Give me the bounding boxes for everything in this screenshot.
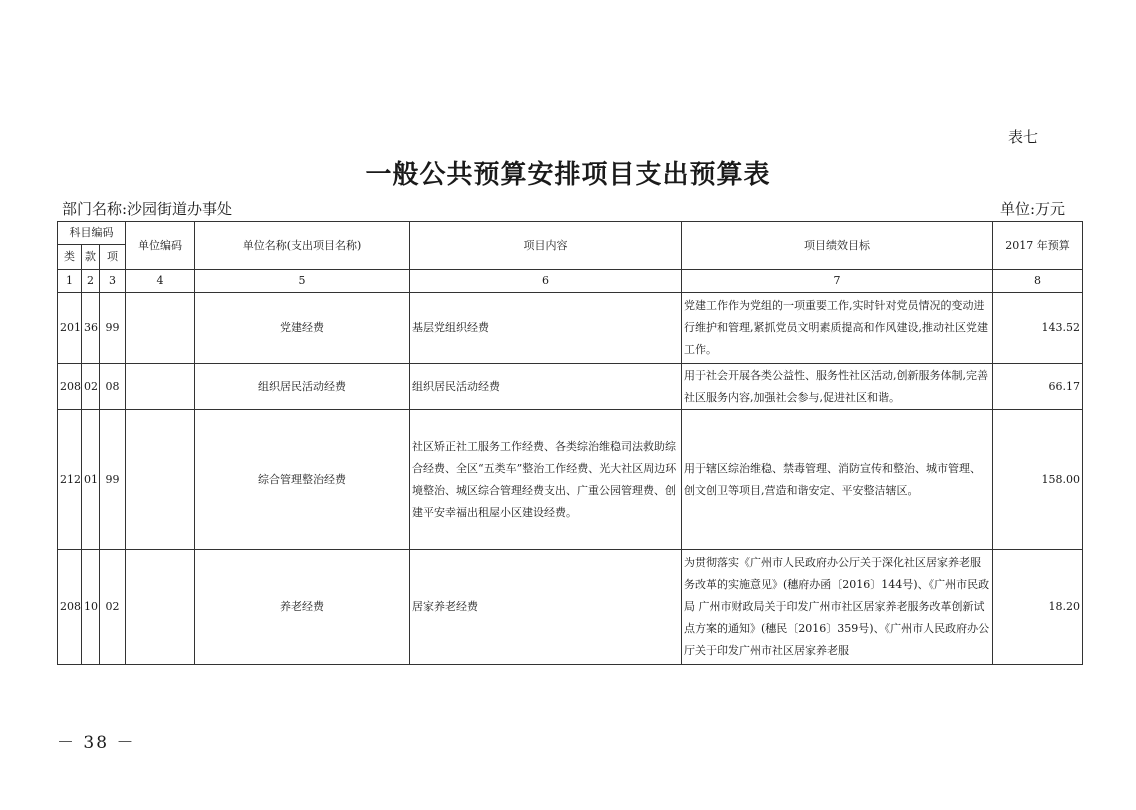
header-lei: 类 xyxy=(58,245,82,270)
column-number: 6 xyxy=(410,270,682,293)
header-unit-name: 单位名称(支出项目名称) xyxy=(195,222,410,270)
cell-budget: 158.00 xyxy=(993,410,1083,550)
column-number: 8 xyxy=(993,270,1083,293)
cell-unit-code xyxy=(126,550,195,665)
cell-xiang: 99 xyxy=(100,293,126,364)
table-label: 表七 xyxy=(1008,128,1039,146)
cell-target: 党建工作作为党组的一项重要工作,实时针对党员情况的变动进行维护和管理,紧抓党员文明素质提高和作风建设,推动社区党建工作。 xyxy=(682,293,993,364)
department-name: 部门名称:沙园街道办事处 xyxy=(62,200,233,218)
cell-xiang: 02 xyxy=(100,550,126,665)
cell-lei: 201 xyxy=(58,293,82,364)
cell-target: 用于辖区综治维稳、禁毒管理、消防宣传和整治、城市管理、创文创卫等项目,营造和谐安定、平安整洁辖区。 xyxy=(682,410,993,550)
cell-kuan: 36 xyxy=(82,293,100,364)
cell-name: 综合管理整治经费 xyxy=(195,410,410,550)
column-number: 5 xyxy=(195,270,410,293)
cell-target: 用于社会开展各类公益性、服务性社区活动,创新服务体制,完善社区服务内容,加强社会参与,促进社区和谐。 xyxy=(682,364,993,410)
column-number: 1 xyxy=(58,270,82,293)
column-number: 7 xyxy=(682,270,993,293)
page-title: 一般公共预算安排项目支出预算表 xyxy=(365,160,771,190)
cell-name: 党建经费 xyxy=(195,293,410,364)
cell-budget: 66.17 xyxy=(993,364,1083,410)
cell-lei: 208 xyxy=(58,550,82,665)
cell-unit-code xyxy=(126,364,195,410)
cell-budget: 18.20 xyxy=(993,550,1083,665)
cell-kuan: 01 xyxy=(82,410,100,550)
column-number: 3 xyxy=(100,270,126,293)
cell-budget: 143.52 xyxy=(993,293,1083,364)
column-number-row xyxy=(58,270,1083,293)
budget-table xyxy=(57,221,1083,665)
cell-target: 为贯彻落实《广州市人民政府办公厅关于深化社区居家养老服务改革的实施意见》(穗府办函〔2016〕144号)、《广州市民政局 广州市财政局关于印发广州市社区居家养老服务改革创新试点方案的通知》(穗民〔2016〕359号)、《广州市人民政府办公厅关于印发广州市社区居家养老服 xyxy=(682,550,993,665)
cell-unit-code xyxy=(126,410,195,550)
column-number: 4 xyxy=(126,270,195,293)
cell-content: 组织居民活动经费 xyxy=(410,364,682,410)
header-row-1 xyxy=(58,222,1083,245)
cell-kuan: 02 xyxy=(82,364,100,410)
cell-xiang: 99 xyxy=(100,410,126,550)
cell-name: 组织居民活动经费 xyxy=(195,364,410,410)
header-unit-code: 单位编码 xyxy=(126,222,195,270)
unit-label: 单位:万元 xyxy=(1000,200,1066,218)
cell-lei: 208 xyxy=(58,364,82,410)
header-subject-code: 科目编码 xyxy=(58,222,126,245)
header-xiang: 项 xyxy=(100,245,126,270)
cell-name: 养老经费 xyxy=(195,550,410,665)
header-budget: 2017 年预算 xyxy=(993,222,1083,270)
header-content: 项目内容 xyxy=(410,222,682,270)
column-number: 2 xyxy=(82,270,100,293)
cell-kuan: 10 xyxy=(82,550,100,665)
table-row xyxy=(58,364,1083,410)
table-row xyxy=(58,293,1083,364)
header-target: 项目绩效目标 xyxy=(682,222,993,270)
header-kuan: 款 xyxy=(82,245,100,270)
cell-xiang: 08 xyxy=(100,364,126,410)
cell-unit-code xyxy=(126,293,195,364)
table-row xyxy=(58,550,1083,665)
cell-lei: 212 xyxy=(58,410,82,550)
cell-content: 社区矫正社工服务工作经费、各类综治维稳司法救助综合经费、全区“五类车”整治工作经费、光大社区周边环境整治、城区综合管理经费支出、广重公园管理费、创建平安幸福出租屋小区建设经费。 xyxy=(410,410,682,550)
cell-content: 基层党组织经费 xyxy=(410,293,682,364)
cell-content: 居家养老经费 xyxy=(410,550,682,665)
table-row xyxy=(58,410,1083,550)
page-number: － 38 － xyxy=(57,733,136,753)
